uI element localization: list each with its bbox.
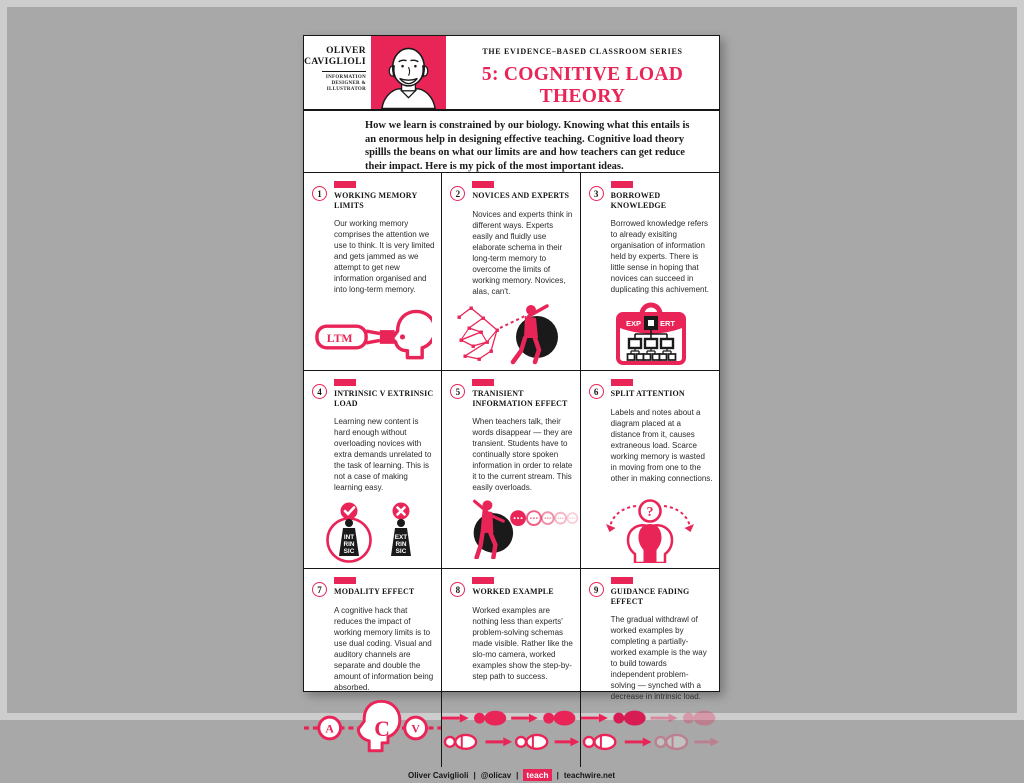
intrinsic-label-2: RIN <box>343 541 355 548</box>
footer-separator: | <box>473 770 476 780</box>
brand-divider <box>322 71 366 72</box>
poster-page <box>303 35 720 780</box>
intro-text: How we learn is constrained by our biology. Knowing what this entails is an enormous help in designing effective teaching. Cognitive load theory spillls the beans on what our limits are and how teachers can get reduce their impact. Here is my pick of the most important ideas. <box>365 120 690 172</box>
poster-footer <box>304 767 719 783</box>
intrinsic-extrinsic-weights-icon <box>315 499 431 563</box>
concept-grid <box>304 173 719 767</box>
accent-bar <box>472 181 494 188</box>
card-body: When teachers talk, their words disappear — they are transient. Students have to continually store spoken information in order to relate it to the current stream. This easily overloads. <box>472 417 573 492</box>
author-name-line2: CAVIGLIOLI <box>304 57 366 67</box>
card-body: Our working memory comprises the attention we use to think. It is very limited and gets jammed as we attempt to get new information organised and into long-term memory. <box>334 219 435 294</box>
card-number-badge: 3 <box>589 186 604 201</box>
card-number-badge: 6 <box>589 384 604 399</box>
footer-separator: | <box>556 770 559 780</box>
footer-handle: @olicav <box>480 770 512 780</box>
card-body: Borrowed knowledge refers to already exisiting organisation of information held by experts. There is little sense in hoping that novices can succeed in duplicating this achivement. <box>610 219 709 294</box>
card-number-badge: 4 <box>312 384 327 399</box>
auditory-label: A <box>325 721 334 736</box>
accent-bar <box>334 181 356 188</box>
card-title: INTRINSIC V EXTRINSIC LOAD <box>334 389 434 408</box>
card-title: WORKING MEMORY LIMITS <box>334 191 418 210</box>
portrait-illustration-icon <box>374 45 443 109</box>
speaker-fading-speech-icon <box>442 495 579 559</box>
card-number-badge: 9 <box>589 582 604 597</box>
intrinsic-label-1: INT <box>343 534 354 541</box>
question-mark-label: ? <box>646 505 654 520</box>
expert-briefcase-icon <box>592 301 708 365</box>
expert-label-right: ERT <box>659 319 675 328</box>
card-body: The gradual withdrawl of worked examples by completing a partially-worked example is the way to build towards independent problem-solving — synched with a decrease in intrinsic load. <box>610 615 707 701</box>
card-number-badge: 8 <box>450 582 465 597</box>
card-modality-effect <box>304 569 442 767</box>
ltm-label: LTM <box>326 330 353 345</box>
card-body: Novices and experts think in different ways. Experts easily and fluidly use elaborate schema in their long-term memory to overcome the limits of working memory. Novices, alas, can't. <box>472 210 573 296</box>
footsteps-path-icon <box>442 702 579 758</box>
card-title: BORROWED KNOWLEDGE <box>610 191 667 210</box>
card-number-badge: 5 <box>450 384 465 399</box>
poster-title: 5: COGNITIVE LOAD THEORY <box>481 64 684 107</box>
extrinsic-label-1: EXT <box>394 534 407 541</box>
card-working-memory-limits <box>304 173 442 371</box>
card-number-badge: 1 <box>312 186 327 201</box>
author-role-line2: DESIGNER & <box>331 81 366 86</box>
extrinsic-label-3: SIC <box>395 548 406 555</box>
ltm-bottle-into-head-icon <box>314 307 432 365</box>
card-title: GUIDANCE FADING EFFECT <box>610 587 690 606</box>
card-title: NOVICES AND EXPERTS <box>472 191 570 200</box>
card-worked-example <box>442 569 580 767</box>
card-title: WORKED EXAMPLE <box>472 587 554 596</box>
visual-label: V <box>411 721 420 736</box>
accent-bar <box>472 577 494 584</box>
expert-pulling-schema-network-icon <box>453 301 569 365</box>
teach-logo: teach <box>523 769 551 781</box>
coding-label: C <box>374 716 390 741</box>
card-title: MODALITY EFFECT <box>334 587 415 596</box>
card-title: SPLIT ATTENTION <box>610 389 685 398</box>
card-body: A cognitive hack that reduces the impact of working memory limits is to use dual coding. Visual and auditory channels are separate and double the amount of information being absorbed. <box>334 606 434 692</box>
fading-footsteps-icon <box>581 702 719 758</box>
accent-bar <box>334 379 356 386</box>
accent-bar <box>334 577 356 584</box>
accent-bar <box>472 379 494 386</box>
accent-bar <box>611 577 633 584</box>
footer-author: Oliver Caviglioli <box>407 770 469 780</box>
expert-label-left: EXP <box>625 319 641 328</box>
extrinsic-label-2: RIN <box>395 541 407 548</box>
card-number-badge: 7 <box>312 582 327 597</box>
author-role-line3: ILLUSTRATOR <box>326 87 366 92</box>
intrinsic-label-3: SIC <box>343 548 354 555</box>
author-role-line1: INFORMATION <box>325 75 366 80</box>
card-body: Labels and notes about a diagram placed at a distance from it, causes extraneous load. Scarce working memory is wasted in moving from one to the other in making connections. <box>610 408 713 483</box>
card-borrowed-knowledge <box>581 173 719 371</box>
card-title: TRANISIENT INFORMATION EFFECT <box>472 389 568 408</box>
card-intrinsic-v-extrinsic-load <box>304 371 442 569</box>
footer-site: teachwire.net <box>563 770 616 780</box>
accent-bar <box>611 379 633 386</box>
series-title: THE EVIDENCE–BASED CLASSROOM SERIES <box>482 47 683 56</box>
card-novices-and-experts <box>442 173 580 371</box>
author-brand <box>304 36 371 109</box>
accent-bar <box>611 181 633 188</box>
audio-visual-channels-icon <box>304 698 441 758</box>
card-body: Learning new content is hard enough without overloading novices with extra demands unrelated to the task of learning. This is not a case of making learning easy. <box>334 417 432 492</box>
footer-separator: | <box>516 770 519 780</box>
split-heads-question-icon <box>592 497 708 563</box>
card-number-badge: 2 <box>450 186 465 201</box>
author-portrait <box>371 36 446 109</box>
poster-header <box>304 36 719 111</box>
intro-section <box>304 111 719 173</box>
card-split-attention <box>581 371 719 569</box>
card-transient-information-effect <box>442 371 580 569</box>
author-name-line1: OLIVER <box>326 46 366 56</box>
title-block <box>446 36 719 109</box>
card-guidance-fading-effect <box>581 569 719 767</box>
card-body: Worked examples are nothing less than experts' problem-solving schemas made visible. Rather like the slo-mo camera, worked examples show the step-by-step path to success. <box>472 606 573 681</box>
